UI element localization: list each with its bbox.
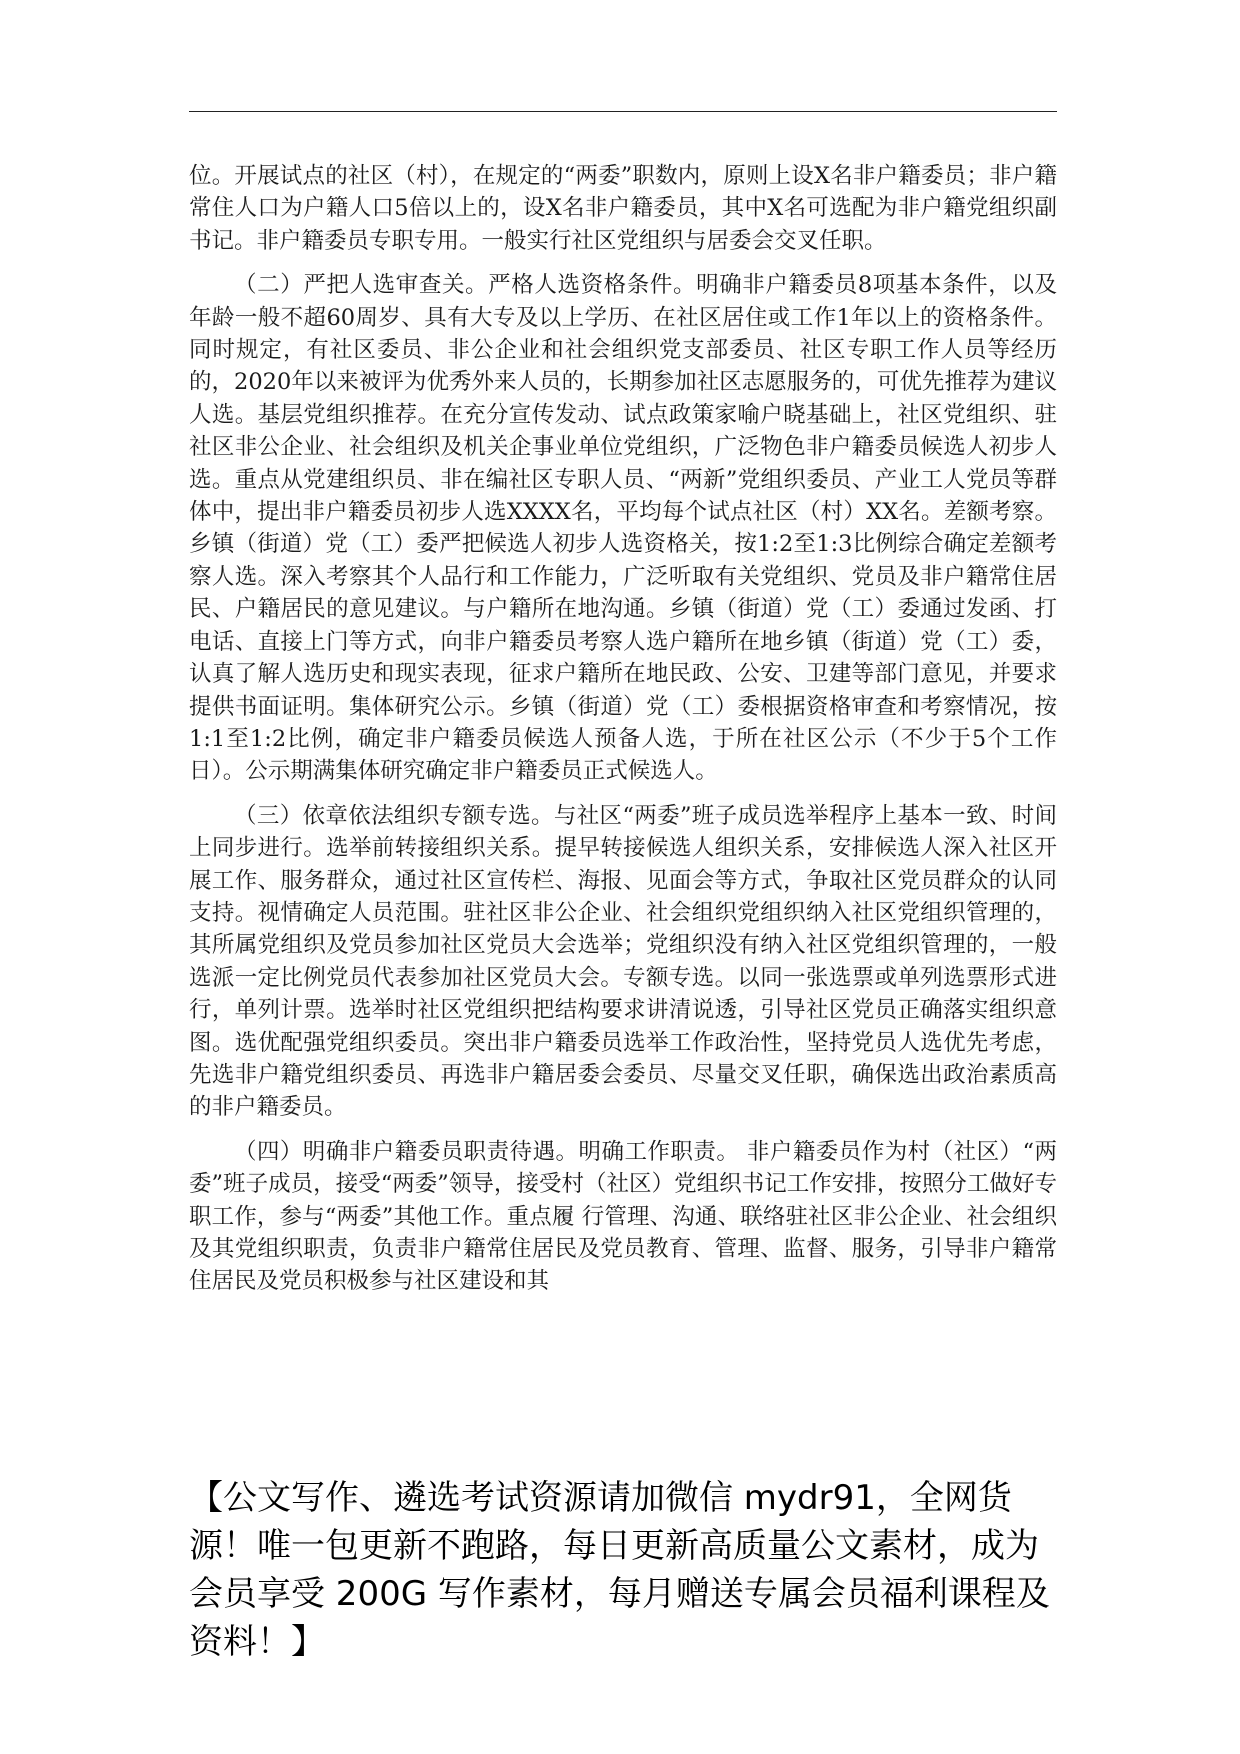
paragraph-section-2: （二）严把人选审查关。严格人选资格条件。明确非户籍委员8项基本条件，以及年龄一般不超60周岁、具有大专及以上学历、在社区居住或工作1年以上的资格条件。同时规定，有社区委员、非公企业和社会组织党支部委员、社区专职工作人员等经历的，2020年以来被评为优秀外来人员的，长期参加社区志愿服务的，可优先推荐为建议人选。基层党组织推荐。在充分宣传发动、试点政策家喻户晓基础上，社区党组织、驻社区非公企业、社会组织及机关企事业单位党组织，广泛物色非户籍委员候选人初步人选。重点从党建组织员、非在编社区专职人员、“两新”党组织委员、产业工人党员等群体中，提出非户籍委员初步人选XXXX名，平均每个试点社区（村）XX名。差额考察。乡镇（街道）党（工）委严把候选人初步人选资格关，按1:2至1:3比例综合确定差额考察人选。深入考察其个人品行和工作能力，广泛听取有关党组织、党员及非户籍常住居民、户籍居民的意见建议。与户籍所在地沟通。乡镇（街道）党（工）委通过发函、打电话、直接上门等方式，向非户籍委员考察人选户籍所在地乡镇（街道）党（工）委，认真了解人选历史和现实表现，征求户籍所在地民政、公安、卫建等部门意见，并要求提供书面证明。集体研究公示。乡镇（街道）党（工）委根据资格审查和考察情况，按1:1至1:2比例，确定非户籍委员候选人预备人选，于所在社区公示（不少于5个工作日）。公示期满集体研究确定非户籍委员正式候选人。 (189, 272, 1057, 785)
document-body (189, 160, 1057, 1310)
promo-text: 【公文写作、遴选考试资源请加微信 mydr91，全网货源！唯一包更新不跑路，每日更新高质量公文素材，成为会员享受 200G 写作素材，每月赠送专属会员福利课程及资料！】 (189, 1478, 1050, 1662)
paragraph-section-4: （四）明确非户籍委员职责待遇。明确工作职责。 非户籍委员作为村（社区）“两委”班子成员，接受“两委”领导，接受村（社区）党组织书记工作安排，按照分工做好专职工作，参与“两委”其他工作。重点履 行管理、沟通、联络驻社区非公企业、社会组织及其党组织职责，负责非户籍常住居民及党员教育、管理、监督、服务，引导非户籍常住居民及党员积极参与社区建设和其 (189, 1138, 1057, 1295)
paragraph-continuation: 位。开展试点的社区（村），在规定的“两委”职数内，原则上设X名非户籍委员；非户籍常住人口为户籍人口5倍以上的，设X名非户籍委员，其中X名可选配为非户籍党组织副书记。非户籍委员专职专用。一般实行社区党组织与居委会交叉任职。 (189, 163, 1057, 254)
header-divider (189, 111, 1057, 112)
promo-banner (189, 1474, 1069, 1666)
paragraph-section-3: （三）依章依法组织专额专选。与社区“两委”班子成员选举程序上基本一致、时间上同步进行。选举前转接组织关系。提早转接候选人组织关系，安排候选人深入社区开展工作、服务群众，通过社区宣传栏、海报、见面会等方式，争取社区党员群众的认同支持。视情确定人员范围。驻社区非公企业、社会组织党组织纳入社区党组织管理的，其所属党组织及党员参加社区党员大会选举；党组织没有纳入社区党组织管理的，一般选派一定比例党员代表参加社区党员大会。专额专选。以同一张选票或单列选票形式进行，单列计票。选举时社区党组织把结构要求讲清说透，引导社区党员正确落实组织意图。选优配强党组织委员。突出非户籍委员选举工作政治性，坚持党员人选优先考虑，先选非户籍党组织委员、再选非户籍居委会委员、尽量交叉任职，确保选出政治素质高的非户籍委员。 (189, 802, 1057, 1121)
